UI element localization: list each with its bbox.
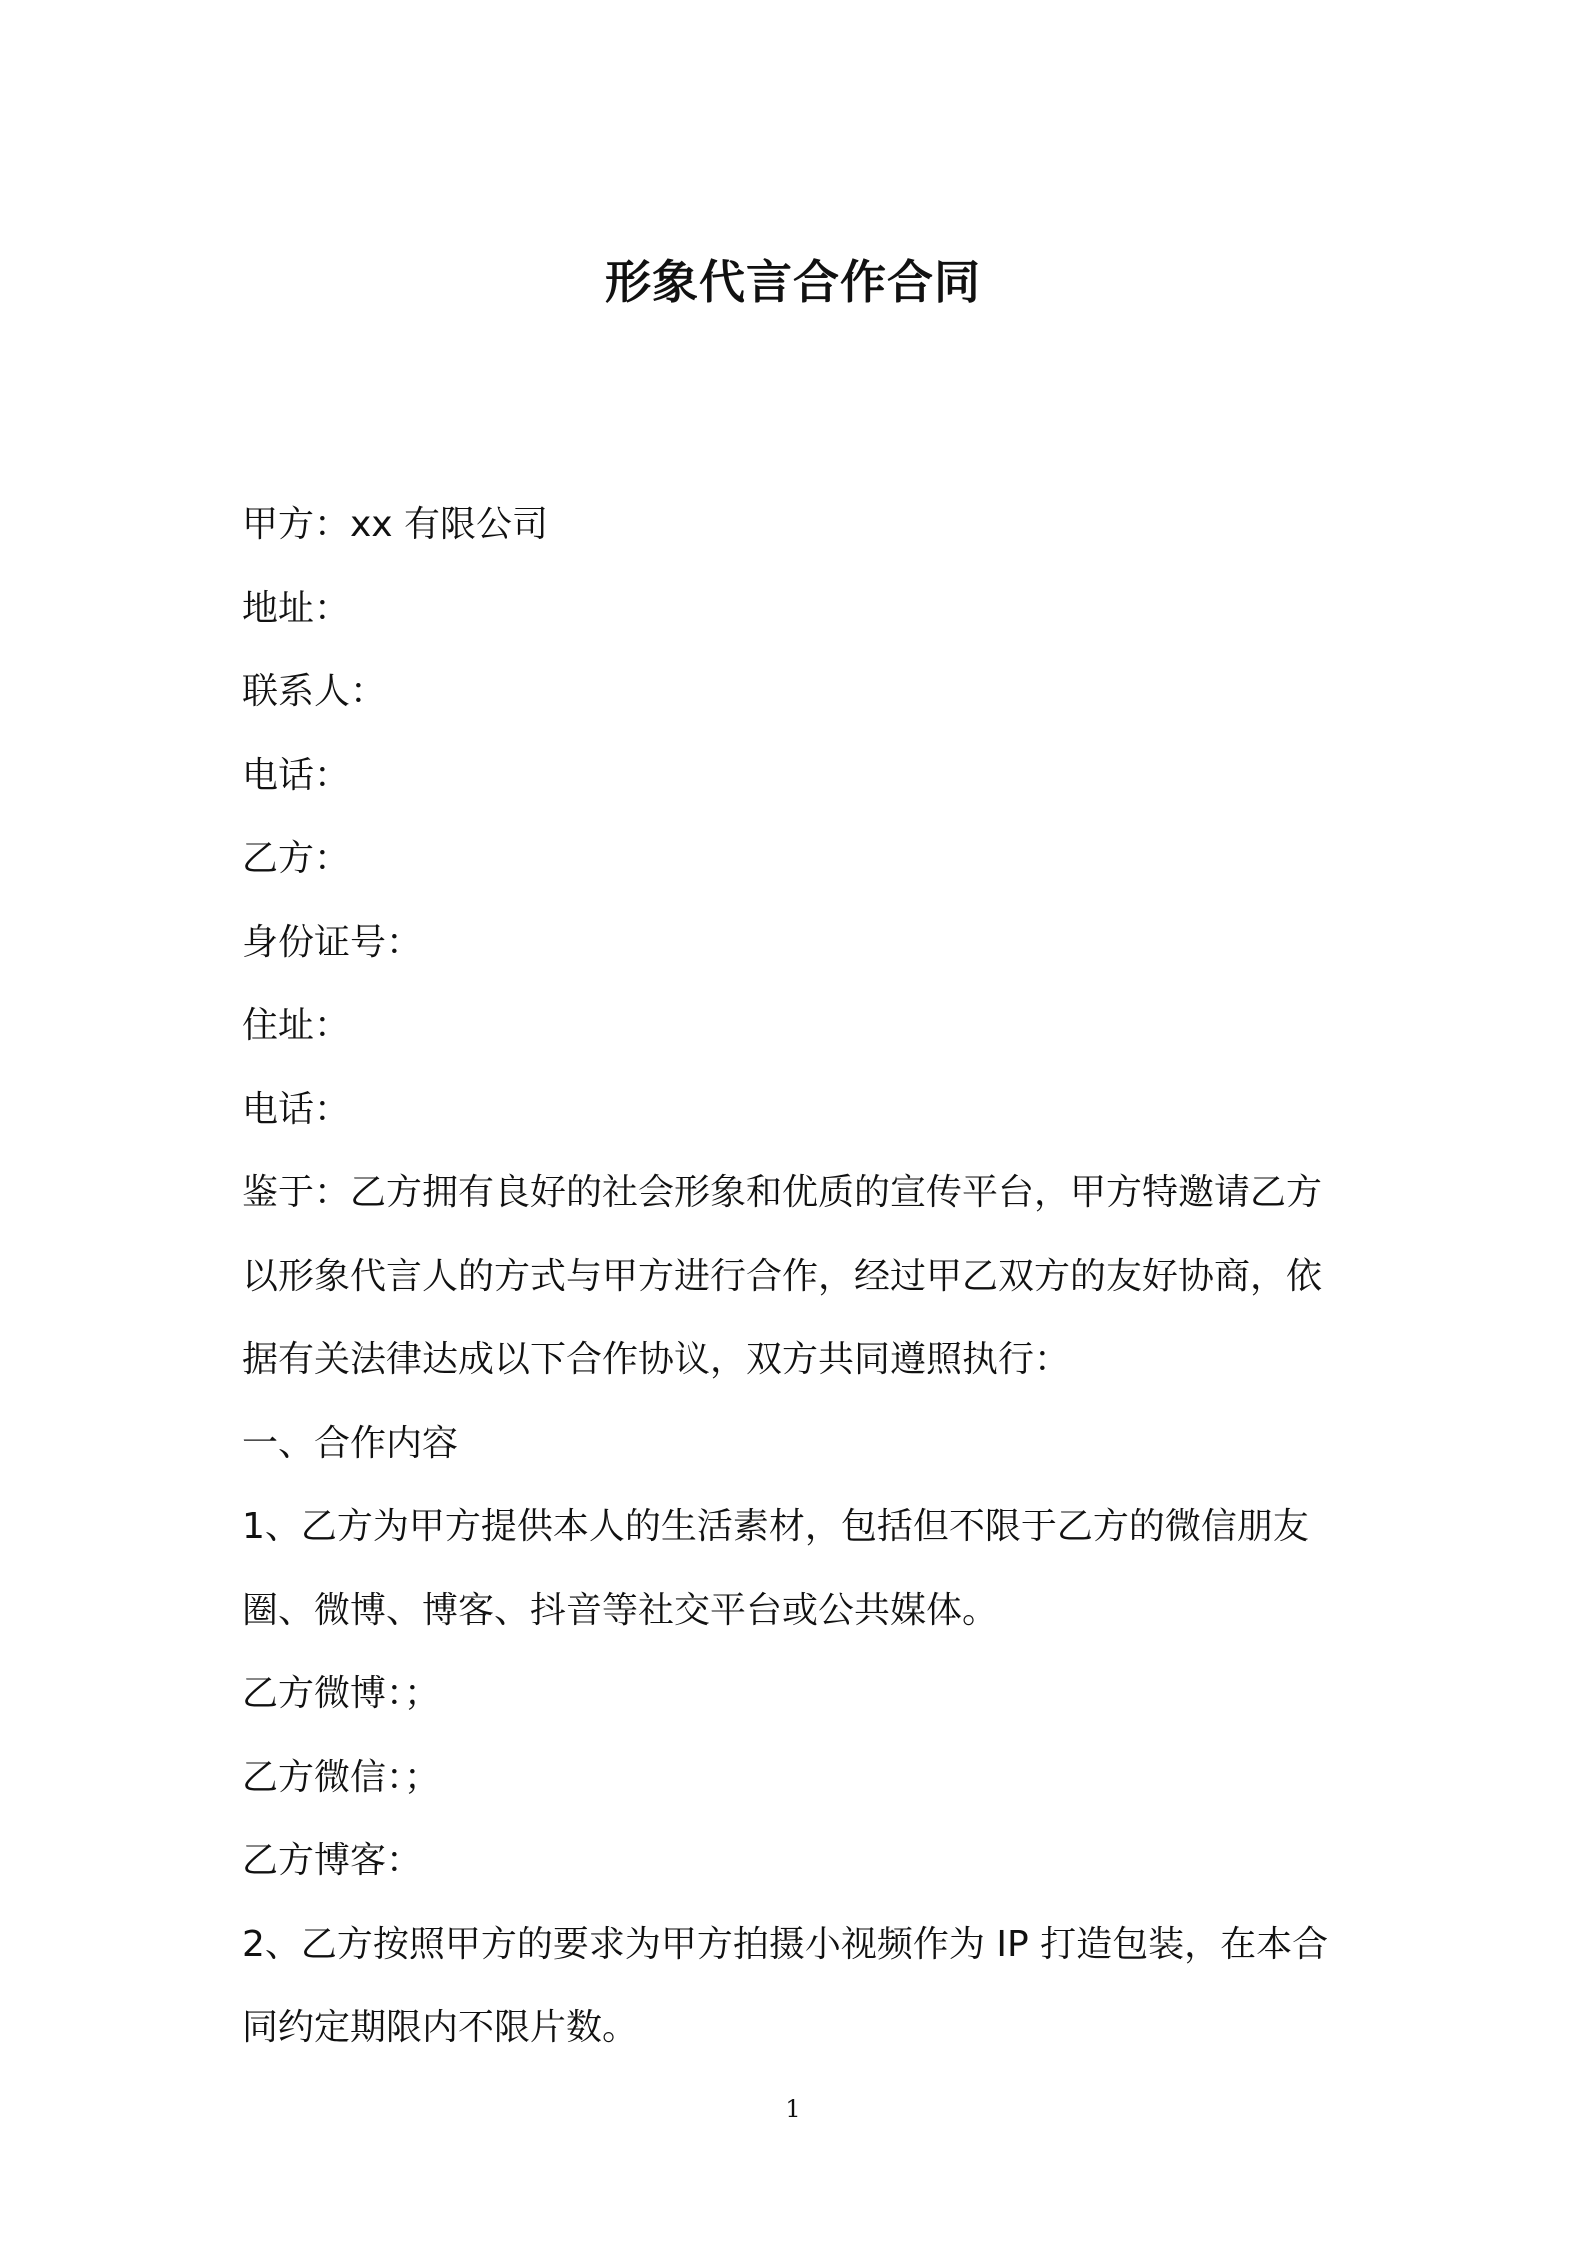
clause-1-line-1: 1、乙方为甲方提供本人的生活素材，包括但不限于乙方的微信朋友 — [242, 1506, 1309, 1547]
party-b-id-line: 身份证号： — [242, 921, 423, 963]
preamble-line-1: 鉴于：乙方拥有良好的社会形象和优质的宣传平台，甲方特邀请乙方 — [242, 1172, 1323, 1213]
preamble-line-2: 以形象代言人的方式与甲方进行合作，经过甲乙双方的友好协商，依 — [242, 1255, 1323, 1297]
clause-1-line-2: 圈、微博、博客、抖音等社交平台或公共媒体。 — [242, 1589, 999, 1631]
party-b-line: 乙方： — [242, 838, 351, 879]
party-b-phone-line: 电话： — [242, 1088, 351, 1130]
document-title: 形象代言合作合同 — [605, 255, 981, 309]
preamble-line-3: 据有关法律达成以下合作协议，双方共同遵照执行： — [242, 1339, 1071, 1380]
section-heading-cooperation: 一、合作内容 — [242, 1422, 459, 1464]
clause-2-line-1: 2、乙方按照甲方的要求为甲方拍摄小视频作为 IP 打造包装，在本合 — [242, 1923, 1329, 1965]
party-b-wechat-line: 乙方微信：； — [242, 1756, 441, 1798]
party-a-address-line: 地址： — [242, 587, 351, 629]
clause-2-line-2: 同约定期限内不限片数。 — [242, 2007, 639, 2048]
party-b-address-line: 住址： — [242, 1005, 351, 1046]
document-body — [242, 483, 1362, 2070]
party-b-blog-line: 乙方博客： — [242, 1840, 423, 1881]
party-a-line: 甲方：xx 有限公司 — [242, 504, 549, 545]
party-a-phone-line: 电话： — [242, 754, 351, 796]
party-a-contact-line: 联系人： — [242, 671, 387, 712]
page-number: 1 — [785, 2095, 801, 2123]
party-b-weibo-line: 乙方微博：； — [242, 1673, 441, 1714]
